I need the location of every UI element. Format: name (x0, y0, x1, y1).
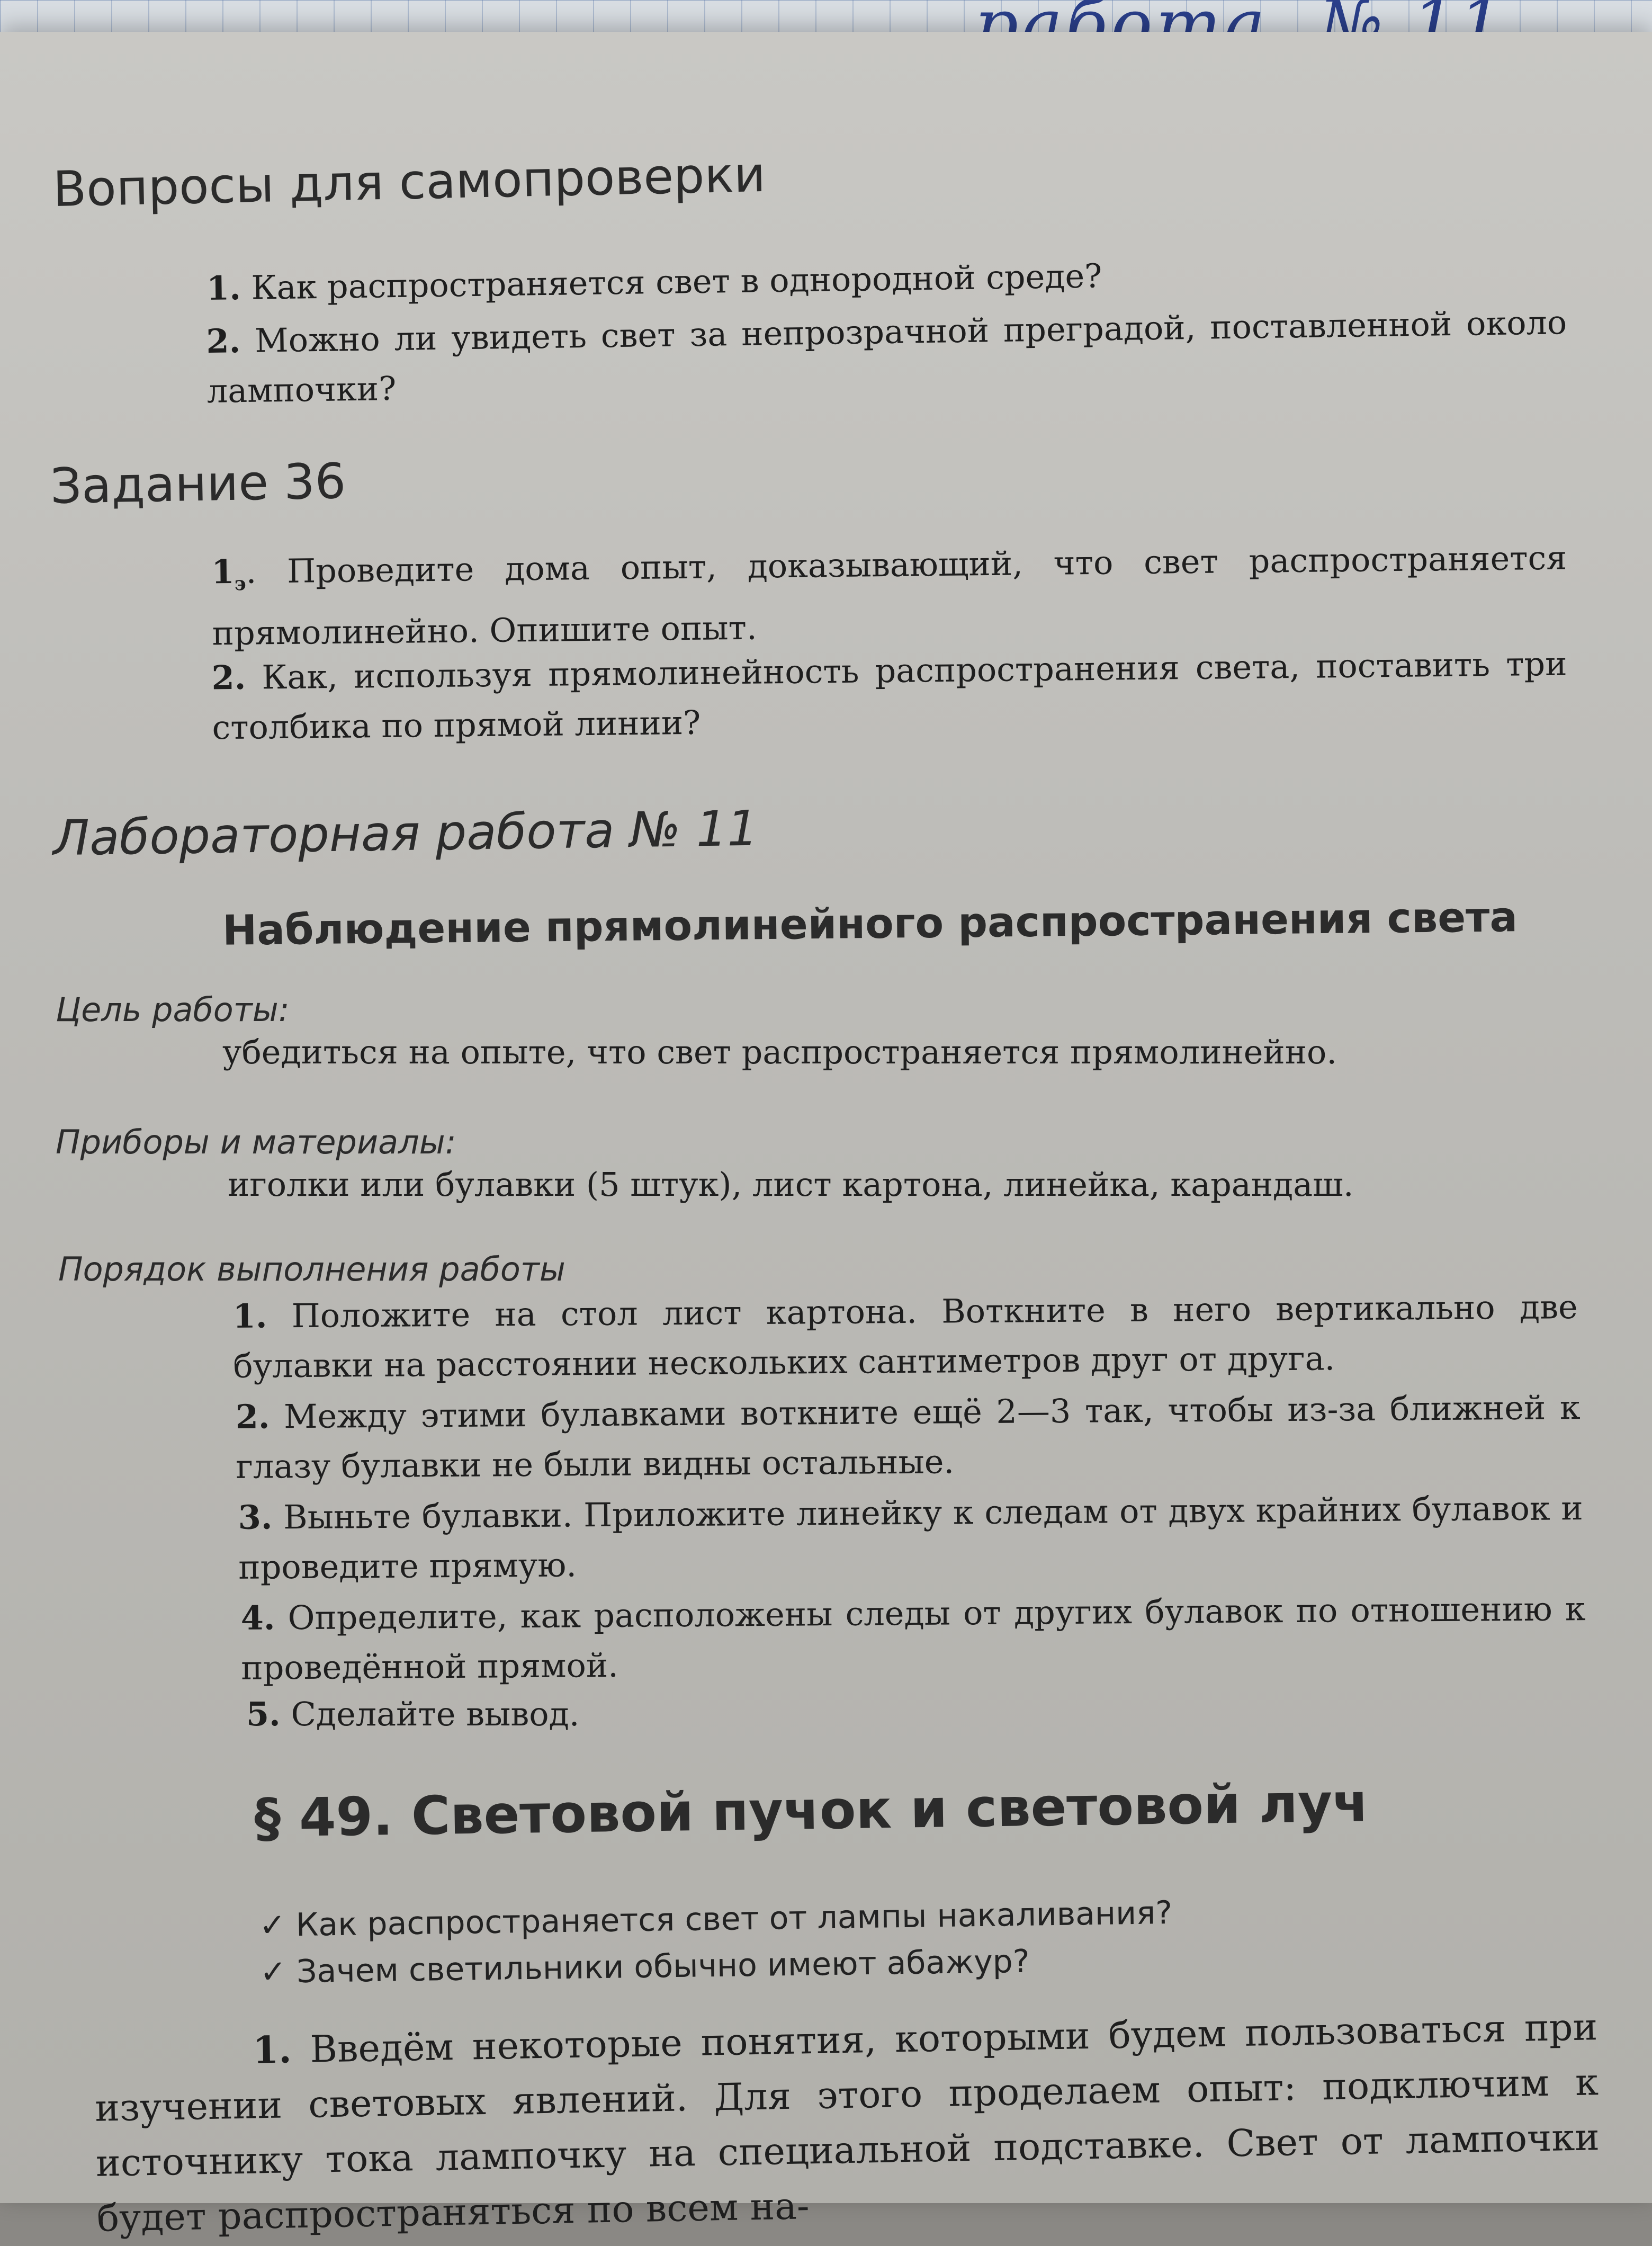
task-item-1: $1_э$. Проведите дома опыт, доказывающий, что свет распространяется прямолинейно. Опишите опыт. (211, 538, 1567, 653)
section-questions (259, 1890, 1173, 1996)
goal-label: Цель работы: (56, 990, 290, 1029)
lab-subtitle: Наблюдение прямолинейного распространения света (222, 893, 1518, 955)
materials-label: Приборы и материалы: (56, 1123, 456, 1161)
section-question-1: ✓ Как распространяется свет от лампы накаливания? (258, 1894, 1173, 1945)
task-item-2: 2. Как, используя прямолинейность распространения света, поставить три столбика по прямой линии? (211, 644, 1567, 747)
goal-text: убедиться на опыте, что свет распространяется прямолинейно. (222, 1033, 1337, 1071)
procedure-step-4: 4. Определите, как расположены следы от других булавок по отношению к проведённой прямой. (240, 1589, 1586, 1687)
section-paragraph-1: 1. Введём некоторые понятия, которыми будем пользоваться при изучении световых явлений. Для этого проделаем опыт: подключим к источнику тока лампочку на специальной подставке. Свет от лампочки будет распространяться по всем на- (94, 2005, 1600, 2240)
procedure-step-2: 2. Между этими булавками воткните ещё 2—3 так, чтобы из-за ближней к глазу булавки не были видны остальные. (235, 1388, 1581, 1486)
section-question-2: ✓ Зачем светильники обычно имеют абажур? (259, 1943, 1030, 1991)
task-title: Задание 36 (50, 453, 347, 515)
materials-text: иголки или булавки (5 штук), лист картона, линейка, карандаш. (228, 1165, 1354, 1204)
self-check-title: Вопросы для самопроверки (52, 146, 766, 218)
procedure-step-1: 1. Положите на стол лист картона. Воткните в него вертикально две булавки на расстоянии нескольких сантиметров друг от друга. (232, 1287, 1578, 1385)
self-check-question-2: 2. Можно ли увидеть свет за непрозрачной преградой, поставленной около лампочки? (205, 303, 1567, 410)
section-title: § 49. Световой пучок и световой луч (254, 1771, 1369, 1849)
procedure-step-5: 5. Сделайте вывод. (246, 1695, 580, 1733)
self-check-question-1: 1. Как распространяется свет в однородной среде? (206, 256, 1102, 308)
procedure-step-3: 3. Выньте булавки. Приложите линейку к следам от двух крайних булавок и проведите прямую. (238, 1489, 1583, 1587)
textbook-page (0, 32, 1652, 2240)
procedure-label: Порядок выполнения работы (58, 1250, 565, 1288)
lab-title: Лабораторная работа № 11 (52, 800, 759, 867)
